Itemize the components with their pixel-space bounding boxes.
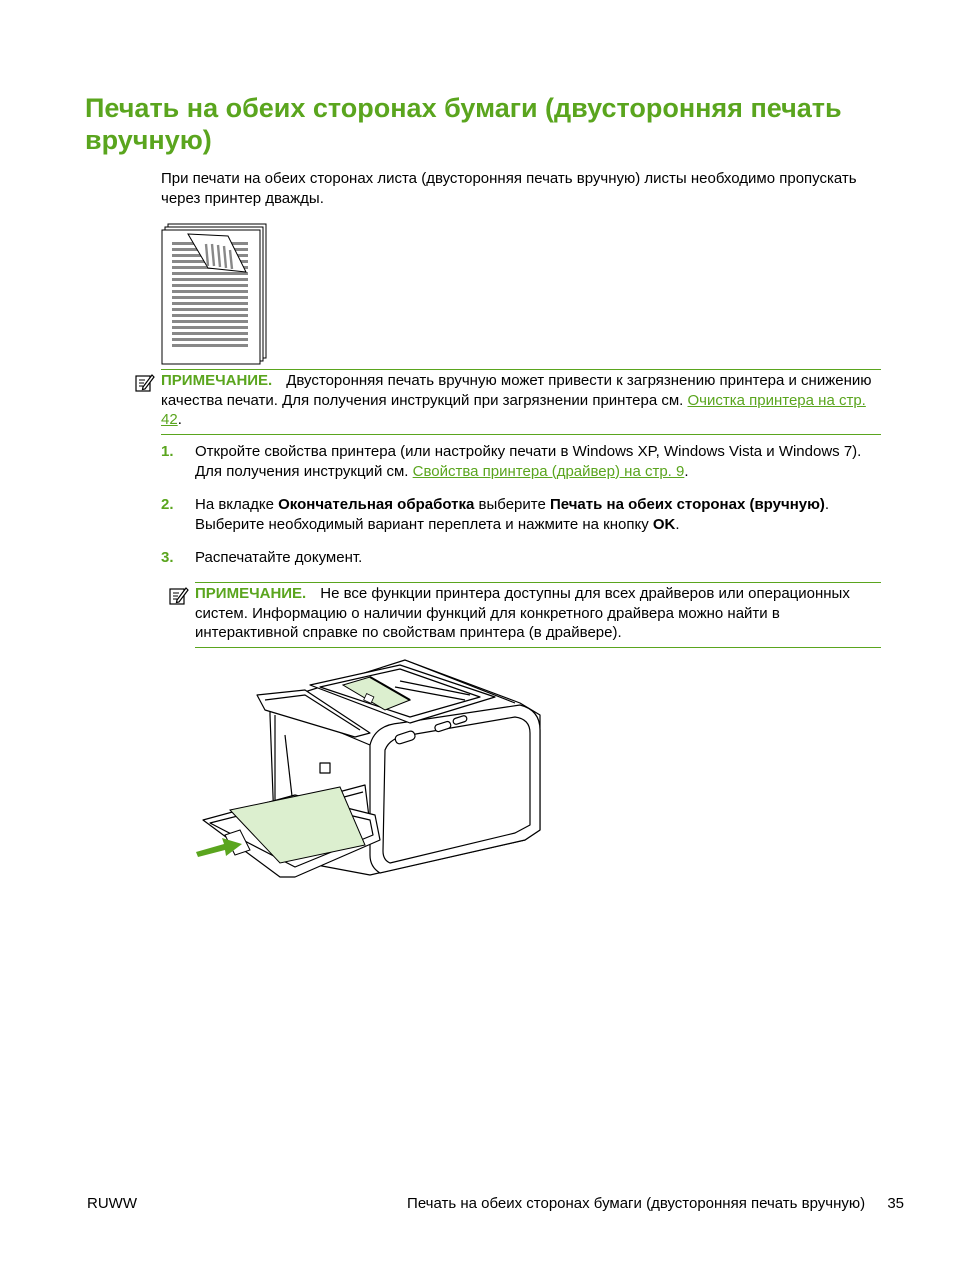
step-text: выберите [478,496,546,513]
printer-loading-illustration [195,655,545,890]
green-arrow-icon [196,836,242,858]
intro-paragraph: При печати на обеих сторонах листа (двусторонняя печать вручную) листы необходимо пропускать через принтер дважды. [161,170,857,207]
page-title: Печать на обеих сторонах бумаги (двусторонняя печать вручную) [85,93,842,155]
step-end: . [684,462,689,480]
cleaning-link[interactable]: Очистка принтера на стр. 42 [161,391,866,428]
note-label: ПРИМЕЧАНИЕ. [195,585,307,602]
option-name: Печать на обеих сторонах (вручную) [549,496,825,513]
step-text: Распечатайте документ. [195,549,363,566]
step-3 [161,548,881,568]
step-number: 1. [161,443,174,460]
footer-section-title: Печать на обеих сторонах бумаги (двусторонняя печать вручную) [407,1195,866,1212]
note-drivers [195,582,881,648]
duplex-pages-illustration [158,222,270,366]
step-number: 2. [161,496,174,513]
step-end: . [675,515,680,533]
printer-properties-link[interactable]: Свойства принтера (драйвер) на стр. 9 [412,462,685,480]
footer-locale: RUWW [87,1195,137,1212]
note-text: Двусторонняя печать вручную может привести к загрязнению принтера и снижению качества печати. Для получения инструкций при загрязнении принтера см. [161,372,872,409]
note-pencil-icon [169,586,189,606]
tab-name: Окончательная обработка [278,496,475,513]
step-1 [161,442,881,481]
note-cleaning [161,369,881,435]
footer-section [407,1194,904,1213]
note-label: ПРИМЕЧАНИЕ. [161,372,273,389]
note-text: Не все функции принтера доступны для всех драйверов или операционных систем. Информацию о наличии функций для конкретного драйвера можно найти в интерактивной справке по свойствам принтера (в драйвере). [195,585,850,641]
ok-button-name: OK [652,515,676,533]
note-end: . [177,411,182,428]
step-text: . Выберите необходимый вариант переплета и нажмите на кнопку [195,496,830,533]
note-pencil-icon [135,373,155,393]
step-text: На вкладке [195,496,274,513]
step-2 [161,495,881,534]
page-number: 35 [887,1195,904,1212]
step-text: Откройте свойства принтера (или настройку печати в Windows XP, Windows Vista и Windows 7). Для получения инструкций см. [195,443,862,480]
step-number: 3. [161,549,174,566]
